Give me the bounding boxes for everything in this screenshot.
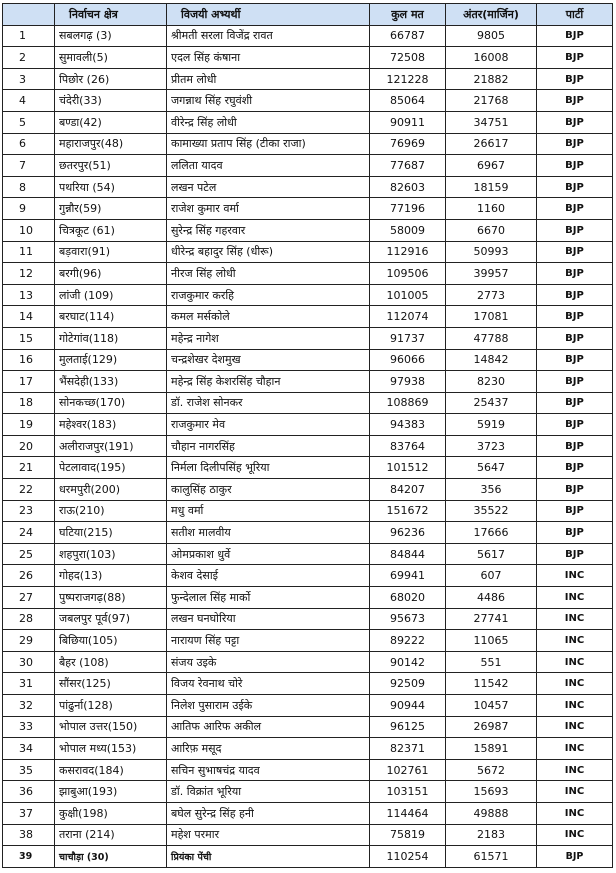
constituency-cell: धरमपुरी(200) — [55, 479, 167, 501]
constituency-cell: बण्डा(42) — [55, 111, 167, 133]
constituency-cell: महेश्वर(183) — [55, 414, 167, 436]
votes-cell: 95673 — [370, 608, 446, 630]
winner-cell: विजय रेवनाथ चोरे — [167, 673, 370, 695]
winner-cell: राजकुमार करहि — [167, 284, 370, 306]
votes-cell: 75819 — [370, 824, 446, 846]
table-row — [3, 587, 613, 609]
table-row — [3, 241, 613, 263]
winner-cell: नारायण सिंह पट्टा — [167, 630, 370, 652]
votes-cell: 58009 — [370, 219, 446, 241]
margin-cell: 26617 — [446, 133, 537, 155]
margin-cell: 5617 — [446, 543, 537, 565]
constituency-cell: भैंसदेही(133) — [55, 371, 167, 393]
row-number: 17 — [3, 371, 55, 393]
table-row — [3, 716, 613, 738]
margin-cell: 9805 — [446, 25, 537, 47]
winner-cell: सतीश मालवीय — [167, 522, 370, 544]
table-row — [3, 68, 613, 90]
margin-cell: 14842 — [446, 349, 537, 371]
votes-cell: 92509 — [370, 673, 446, 695]
table-row — [3, 371, 613, 393]
votes-cell: 109506 — [370, 263, 446, 285]
row-number: 31 — [3, 673, 55, 695]
margin-cell: 2183 — [446, 824, 537, 846]
table-row — [3, 414, 613, 436]
votes-cell: 69941 — [370, 565, 446, 587]
row-number: 30 — [3, 651, 55, 673]
margin-cell: 11542 — [446, 673, 537, 695]
table-row — [3, 824, 613, 846]
constituency-cell: बैहर (108) — [55, 651, 167, 673]
constituency-cell: लांजी (109) — [55, 284, 167, 306]
votes-cell: 151672 — [370, 500, 446, 522]
table-row — [3, 198, 613, 220]
votes-cell: 90944 — [370, 695, 446, 717]
party-cell: BJP — [537, 25, 613, 47]
winner-cell: एदल सिंह कंषाना — [167, 47, 370, 69]
party-cell: INC — [537, 781, 613, 803]
party-cell: BJP — [537, 543, 613, 565]
party-cell: INC — [537, 695, 613, 717]
party-cell: BJP — [537, 846, 613, 868]
margin-cell: 6670 — [446, 219, 537, 241]
row-number: 6 — [3, 133, 55, 155]
constituency-cell: बड़वारा(91) — [55, 241, 167, 263]
party-cell: BJP — [537, 263, 613, 285]
header-number — [3, 4, 55, 26]
votes-cell: 84844 — [370, 543, 446, 565]
margin-cell: 11065 — [446, 630, 537, 652]
votes-cell: 96125 — [370, 716, 446, 738]
winner-cell: जगन्नाथ सिंह रघुवंशी — [167, 90, 370, 112]
votes-cell: 76969 — [370, 133, 446, 155]
winner-cell: धीरेन्द्र बहादुर सिंह (धीरू) — [167, 241, 370, 263]
votes-cell: 97938 — [370, 371, 446, 393]
row-number: 14 — [3, 306, 55, 328]
table-row — [3, 695, 613, 717]
row-number: 20 — [3, 435, 55, 457]
constituency-cell: गोहद(13) — [55, 565, 167, 587]
constituency-cell: चंदेरी(33) — [55, 90, 167, 112]
row-number: 8 — [3, 176, 55, 198]
row-number: 32 — [3, 695, 55, 717]
margin-cell: 5647 — [446, 457, 537, 479]
winner-cell: वीरेन्द्र सिंह लोधी — [167, 111, 370, 133]
party-cell: INC — [537, 738, 613, 760]
table-row — [3, 111, 613, 133]
table-row — [3, 306, 613, 328]
votes-cell: 68020 — [370, 587, 446, 609]
margin-cell: 18159 — [446, 176, 537, 198]
votes-cell: 72508 — [370, 47, 446, 69]
party-cell: BJP — [537, 284, 613, 306]
margin-cell: 2773 — [446, 284, 537, 306]
constituency-cell: मुलताई(129) — [55, 349, 167, 371]
winner-cell: चौहान नागरसिंह — [167, 435, 370, 457]
row-number: 36 — [3, 781, 55, 803]
winner-cell: ओमप्रकाश धुर्वे — [167, 543, 370, 565]
votes-cell: 94383 — [370, 414, 446, 436]
winner-cell: डॉ. राजेश सोनकर — [167, 392, 370, 414]
row-number: 13 — [3, 284, 55, 306]
table-row — [3, 176, 613, 198]
row-number: 11 — [3, 241, 55, 263]
winner-cell: सचिन सुभाषचंद्र यादव — [167, 759, 370, 781]
table-row — [3, 802, 613, 824]
party-cell: BJP — [537, 219, 613, 241]
row-number: 23 — [3, 500, 55, 522]
header-winner: विजयी अभ्यर्थी — [167, 4, 370, 26]
party-cell: INC — [537, 802, 613, 824]
winner-cell: ललिता यादव — [167, 155, 370, 177]
margin-cell: 34751 — [446, 111, 537, 133]
winner-cell: कामाख्या प्रताप सिंह (टीका राजा) — [167, 133, 370, 155]
winner-cell: कालुसिंह ठाकुर — [167, 479, 370, 501]
votes-cell: 96236 — [370, 522, 446, 544]
votes-cell: 90911 — [370, 111, 446, 133]
constituency-cell: चाचौड़ा (30) — [55, 846, 167, 868]
table-row — [3, 435, 613, 457]
winner-cell: डॉ. विक्रांत भूरिया — [167, 781, 370, 803]
margin-cell: 39957 — [446, 263, 537, 285]
party-cell: BJP — [537, 435, 613, 457]
table-row — [3, 673, 613, 695]
party-cell: BJP — [537, 90, 613, 112]
winner-cell: फुन्देलाल सिंह मार्को — [167, 587, 370, 609]
winner-cell: राजकुमार मेव — [167, 414, 370, 436]
party-cell: BJP — [537, 500, 613, 522]
table-row — [3, 781, 613, 803]
table-row — [3, 327, 613, 349]
winner-cell: महेन्द्र सिंह केशरसिंह चौहान — [167, 371, 370, 393]
constituency-cell: जबलपुर पूर्व(97) — [55, 608, 167, 630]
results-table — [2, 3, 613, 868]
row-number: 10 — [3, 219, 55, 241]
header-row — [3, 4, 613, 26]
winner-cell: संजय उइके — [167, 651, 370, 673]
row-number: 35 — [3, 759, 55, 781]
row-number: 38 — [3, 824, 55, 846]
margin-cell: 17666 — [446, 522, 537, 544]
margin-cell: 35522 — [446, 500, 537, 522]
margin-cell: 4486 — [446, 587, 537, 609]
margin-cell: 17081 — [446, 306, 537, 328]
row-number: 9 — [3, 198, 55, 220]
table-row — [3, 90, 613, 112]
party-cell: BJP — [537, 68, 613, 90]
party-cell: BJP — [537, 457, 613, 479]
row-number: 22 — [3, 479, 55, 501]
constituency-cell: घटिया(215) — [55, 522, 167, 544]
party-cell: BJP — [537, 522, 613, 544]
table-row — [3, 133, 613, 155]
row-number: 26 — [3, 565, 55, 587]
margin-cell: 49888 — [446, 802, 537, 824]
margin-cell: 26987 — [446, 716, 537, 738]
constituency-cell: पथरिया (54) — [55, 176, 167, 198]
margin-cell: 16008 — [446, 47, 537, 69]
table-row — [3, 349, 613, 371]
constituency-cell: सबलगढ़ (3) — [55, 25, 167, 47]
votes-cell: 112074 — [370, 306, 446, 328]
winner-cell: कमल मर्सकोले — [167, 306, 370, 328]
party-cell: BJP — [537, 392, 613, 414]
winner-cell: लखन घनघोरिया — [167, 608, 370, 630]
table-row — [3, 457, 613, 479]
votes-cell: 101512 — [370, 457, 446, 479]
margin-cell: 15891 — [446, 738, 537, 760]
margin-cell: 3723 — [446, 435, 537, 457]
table-row — [3, 651, 613, 673]
winner-cell: निर्मला दिलीपसिंह भूरिया — [167, 457, 370, 479]
row-number: 3 — [3, 68, 55, 90]
constituency-cell: बरघाट(114) — [55, 306, 167, 328]
constituency-cell: सौंसर(125) — [55, 673, 167, 695]
winner-cell: चन्द्रशेखर देशमुख — [167, 349, 370, 371]
constituency-cell: बिछिया(105) — [55, 630, 167, 652]
party-cell: BJP — [537, 479, 613, 501]
margin-cell: 25437 — [446, 392, 537, 414]
votes-cell: 102761 — [370, 759, 446, 781]
votes-cell: 114464 — [370, 802, 446, 824]
table-row — [3, 392, 613, 414]
constituency-cell: बरगी(96) — [55, 263, 167, 285]
constituency-cell: पांढुर्ना(128) — [55, 695, 167, 717]
row-number: 33 — [3, 716, 55, 738]
table-row — [3, 759, 613, 781]
constituency-cell: सुमावली(5) — [55, 47, 167, 69]
party-cell: BJP — [537, 371, 613, 393]
winner-cell: महेश परमार — [167, 824, 370, 846]
row-number: 7 — [3, 155, 55, 177]
party-cell: INC — [537, 565, 613, 587]
party-cell: INC — [537, 673, 613, 695]
constituency-cell: चित्रकूट (61) — [55, 219, 167, 241]
constituency-cell: कुक्षी(198) — [55, 802, 167, 824]
header-votes: कुल मत — [370, 4, 446, 26]
winner-cell: नीरज सिंह लोधी — [167, 263, 370, 285]
votes-cell: 85064 — [370, 90, 446, 112]
winner-cell: सुरेन्द्र सिंह गहरवार — [167, 219, 370, 241]
party-cell: INC — [537, 651, 613, 673]
margin-cell: 27741 — [446, 608, 537, 630]
margin-cell: 1160 — [446, 198, 537, 220]
party-cell: INC — [537, 824, 613, 846]
constituency-cell: कसरावद(184) — [55, 759, 167, 781]
table-row — [3, 479, 613, 501]
header-constituency: निर्वाचन क्षेत्र — [55, 4, 167, 26]
row-number: 25 — [3, 543, 55, 565]
table-row — [3, 608, 613, 630]
votes-cell: 108869 — [370, 392, 446, 414]
winner-cell: मधु वर्मा — [167, 500, 370, 522]
winner-cell: बघेल सुरेन्द्र सिंह हनी — [167, 802, 370, 824]
row-number: 18 — [3, 392, 55, 414]
row-number: 15 — [3, 327, 55, 349]
party-cell: BJP — [537, 327, 613, 349]
party-cell: BJP — [537, 133, 613, 155]
party-cell: BJP — [537, 349, 613, 371]
constituency-cell: पुष्पराजगढ़(88) — [55, 587, 167, 609]
votes-cell: 84207 — [370, 479, 446, 501]
row-number: 37 — [3, 802, 55, 824]
results-sheet — [2, 3, 612, 868]
party-cell: BJP — [537, 198, 613, 220]
row-number: 28 — [3, 608, 55, 630]
table-row — [3, 738, 613, 760]
table-row — [3, 219, 613, 241]
margin-cell: 15693 — [446, 781, 537, 803]
constituency-cell: छतरपुर(51) — [55, 155, 167, 177]
votes-cell: 77196 — [370, 198, 446, 220]
row-number: 2 — [3, 47, 55, 69]
table-row — [3, 500, 613, 522]
winner-cell: महेन्द्र नागेश — [167, 327, 370, 349]
margin-cell: 21768 — [446, 90, 537, 112]
constituency-cell: गुन्नौर(59) — [55, 198, 167, 220]
winner-cell: प्रीतम लोधी — [167, 68, 370, 90]
winner-cell: श्रीमती सरला विजेंद्र रावत — [167, 25, 370, 47]
winner-cell: निलेश पुसाराम उईके — [167, 695, 370, 717]
votes-cell: 103151 — [370, 781, 446, 803]
row-number: 29 — [3, 630, 55, 652]
winner-cell: आरिफ़ मसूद — [167, 738, 370, 760]
party-cell: BJP — [537, 111, 613, 133]
party-cell: BJP — [537, 47, 613, 69]
votes-cell: 66787 — [370, 25, 446, 47]
party-cell: BJP — [537, 176, 613, 198]
votes-cell: 82371 — [370, 738, 446, 760]
votes-cell: 90142 — [370, 651, 446, 673]
table-row — [3, 522, 613, 544]
row-number: 27 — [3, 587, 55, 609]
table-row — [3, 155, 613, 177]
table-row — [3, 263, 613, 285]
row-number: 34 — [3, 738, 55, 760]
table-body — [3, 25, 613, 867]
party-cell: INC — [537, 587, 613, 609]
constituency-cell: भोपाल उत्तर(150) — [55, 716, 167, 738]
row-number: 1 — [3, 25, 55, 47]
constituency-cell: राऊ(210) — [55, 500, 167, 522]
row-number: 4 — [3, 90, 55, 112]
row-number: 5 — [3, 111, 55, 133]
party-cell: INC — [537, 759, 613, 781]
margin-cell: 5672 — [446, 759, 537, 781]
constituency-cell: शहपुरा(103) — [55, 543, 167, 565]
margin-cell: 607 — [446, 565, 537, 587]
votes-cell: 77687 — [370, 155, 446, 177]
winner-cell: राजेश कुमार वर्मा — [167, 198, 370, 220]
winner-cell: लखन पटेल — [167, 176, 370, 198]
margin-cell: 5919 — [446, 414, 537, 436]
margin-cell: 47788 — [446, 327, 537, 349]
row-number: 19 — [3, 414, 55, 436]
party-cell: INC — [537, 630, 613, 652]
margin-cell: 6967 — [446, 155, 537, 177]
party-cell: INC — [537, 716, 613, 738]
row-number: 16 — [3, 349, 55, 371]
row-number: 39 — [3, 846, 55, 868]
constituency-cell: तराना (214) — [55, 824, 167, 846]
votes-cell: 82603 — [370, 176, 446, 198]
table-row — [3, 543, 613, 565]
votes-cell: 110254 — [370, 846, 446, 868]
votes-cell: 112916 — [370, 241, 446, 263]
table-row — [3, 846, 613, 868]
party-cell: BJP — [537, 241, 613, 263]
margin-cell: 10457 — [446, 695, 537, 717]
party-cell: BJP — [537, 155, 613, 177]
votes-cell: 83764 — [370, 435, 446, 457]
winner-cell: आतिफ आरिफ अकील — [167, 716, 370, 738]
constituency-cell: पिछोर (26) — [55, 68, 167, 90]
row-number: 24 — [3, 522, 55, 544]
votes-cell: 101005 — [370, 284, 446, 306]
margin-cell: 50993 — [446, 241, 537, 263]
votes-cell: 91737 — [370, 327, 446, 349]
constituency-cell: गोटेगांव(118) — [55, 327, 167, 349]
votes-cell: 89222 — [370, 630, 446, 652]
constituency-cell: महाराजपुर(48) — [55, 133, 167, 155]
constituency-cell: झाबुआ(193) — [55, 781, 167, 803]
margin-cell: 551 — [446, 651, 537, 673]
constituency-cell: सोनकच्छ(170) — [55, 392, 167, 414]
table-row — [3, 630, 613, 652]
winner-cell: केशव देसाई — [167, 565, 370, 587]
header-party: पार्टी — [537, 4, 613, 26]
table-row — [3, 284, 613, 306]
row-number: 12 — [3, 263, 55, 285]
table-row — [3, 47, 613, 69]
header-margin: अंतर(मार्जिन) — [446, 4, 537, 26]
votes-cell: 96066 — [370, 349, 446, 371]
constituency-cell: पेटलावाद(195) — [55, 457, 167, 479]
winner-cell: प्रियंका पेंची — [167, 846, 370, 868]
constituency-cell: अलीराजपुर(191) — [55, 435, 167, 457]
margin-cell: 61571 — [446, 846, 537, 868]
party-cell: BJP — [537, 414, 613, 436]
table-row — [3, 565, 613, 587]
margin-cell: 356 — [446, 479, 537, 501]
row-number: 21 — [3, 457, 55, 479]
party-cell: BJP — [537, 306, 613, 328]
constituency-cell: भोपाल मध्य(153) — [55, 738, 167, 760]
table-row — [3, 25, 613, 47]
party-cell: INC — [537, 608, 613, 630]
votes-cell: 121228 — [370, 68, 446, 90]
margin-cell: 8230 — [446, 371, 537, 393]
margin-cell: 21882 — [446, 68, 537, 90]
